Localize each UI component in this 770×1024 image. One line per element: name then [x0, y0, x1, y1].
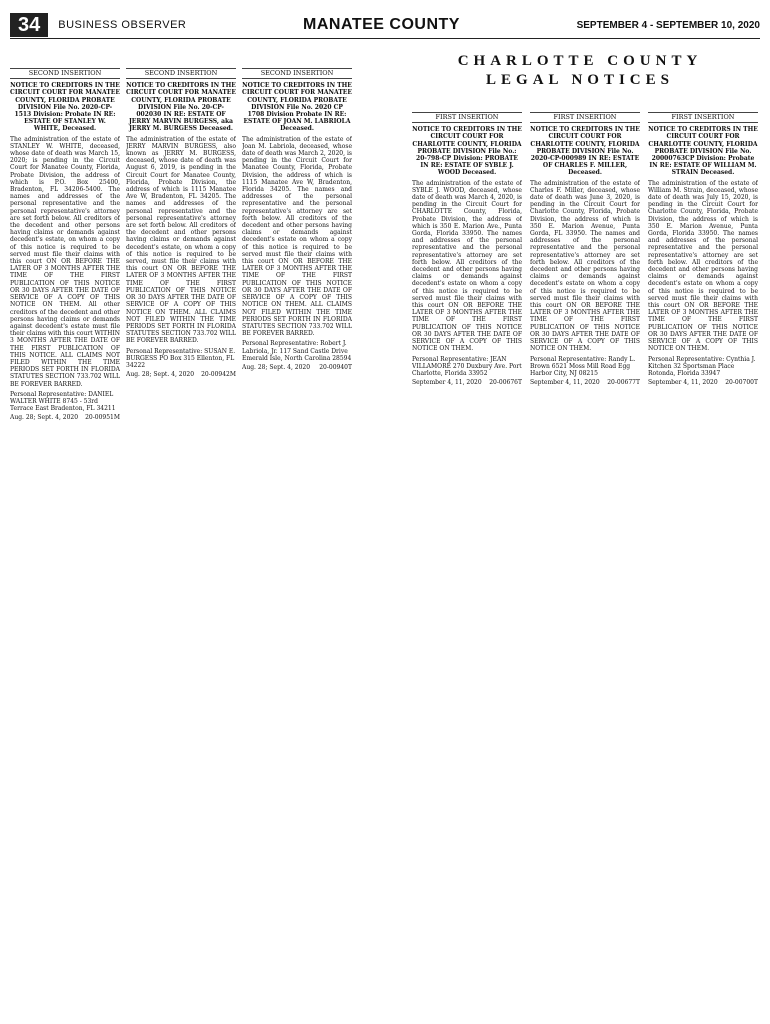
notice-line-id — [10, 414, 120, 421]
notice-line-id — [648, 379, 758, 386]
legal-notice — [10, 68, 120, 563]
insertion-label: SECOND INSERTION — [126, 68, 236, 79]
reference-code: 20-00951M — [85, 414, 120, 422]
notice-line-id — [242, 364, 352, 371]
notice-caption: NOTICE TO CREDITORS IN THE CIRCUIT COURT FOR CHARLOTTE COUNTY, FLORIDA PROBATE DIVISION File No.: 20-798-CP Division: PROBATE IN RE: ESTATE OF SYBLE J. WOOD Deceased. — [412, 126, 522, 177]
county-title: MANATEE COUNTY — [303, 16, 460, 33]
notice-body: The administration of the estate of STANLEY W. WHITE, deceased, whose date of death was March 15, 2020; is pending in the Circuit Court for Manatee County, Florida, Probate Division, the address of which is P.O. Box 25400, Bradenton, FL 34206-5400. The names and addresses of the personal representative and the personal representative's attorney are set forth below. All creditors of the decedent and other persons having claims or demands against decedent's estate, on whom a copy of this notice is required to be served must file their claims with this court ON OR BEFORE THE LATER OF 3 MONTHS AFTER THE TIME OF THE FIRST PUBLICATION OF THIS NOTICE OR 30 DAYS AFTER THE DATE OF SERVICE OF A COPY OF THIS NOTICE ON THEM. All other creditors of the decedent and other persons having claims or demands against decedent's estate must file their claims with this court WITHIN 3 MONTHS AFTER THE DATE OF THE FIRST PUBLICATION OF THIS NOTICE. ALL CLAIMS NOT FILED WITHIN THE TIME PERIODS SET FORTH IN FLORIDA STATUTES SECTION 733.702 WILL BE FOREVER BARRED. — [10, 135, 120, 388]
insertion-label: FIRST INSERTION — [412, 112, 522, 123]
notice-body: The administration of the estate of Charles F. Miller, deceased, whose date of death was June 3, 2020, is pending in the Circuit Court for Charlotte County, Florida, Probate Division, the address of which is 350 E. Marion Avenue, Punta Gorda, FL 33950. The names and addresses of the personal representative and the personal representative's attorney are set forth below. All creditors of the decedent and other persons having claims or demands against decedent's estate on whom a copy of this notice is required to be served must file their claims with this court ON OR BEFORE THE LATER OF 3 MONTHS AFTER THE TIME OF THE FIRST PUBLICATION OF THIS NOTICE OR 30 DAYS AFTER THE DATE OF SERVICE OF A COPY OF THIS NOTICE ON THEM. — [530, 179, 640, 353]
notice-caption: NOTICE TO CREDITORS IN THE CIRCUIT COURT FOR CHARLOTTE COUNTY, FLORIDA PROBATE DIVISION File No. 20000763CP Division: Probate IN RE: ESTATE OF WILLIAM M. STRAIN Deceased. — [648, 126, 758, 177]
notice-body: The administration of the estate of Joan M. Labriola, deceased, whose date of death was March 2, 2020, is pending in the Circuit Court for Manatee County, Florida, Probate Division, the address of which is 1115 Manatee Ave W, Bradenton, Florida 34205. The names and addresses of the personal representative and the personal representative's attorney are set forth below. All creditors of the decedent and other persons having claims or demands against decedent's estate on whom a copy of this notice is required to be served must file their claims with this court ON OR BEFORE THE LATER OF 3 MONTHS AFTER THE TIME OF THE FIRST PUBLICATION OF THIS NOTICE OR 30 DAYS AFTER THE DATE OF SERVICE OF A COPY OF THIS NOTICE ON THEM. ALL CLAIMS NOT FILED WITHIN THE TIME PERIODS SET FORTH IN FLORIDA STATUTES SECTION 733.702 WILL BE FOREVER BARRED. — [242, 135, 352, 338]
notice-line-id — [412, 379, 522, 386]
notice-line-id — [530, 379, 640, 386]
page-number: 34 — [10, 13, 48, 37]
legal-notice — [242, 68, 352, 563]
legal-notice — [530, 112, 640, 563]
publication-dates: Aug. 28; Sept. 4, 2020 — [242, 363, 311, 371]
notice-footer: Personal Representative: Robert J. Labriola, Jr. 117 Sand Castle Drive Emerald Isle, North Carolina 28594 — [242, 340, 352, 362]
insertion-label: SECOND INSERTION — [10, 68, 120, 79]
publication-dates: September 4, 11, 2020 — [412, 379, 482, 387]
reference-code: 20-00676T — [489, 379, 522, 387]
section-title — [400, 52, 760, 90]
notice-caption: NOTICE TO CREDITORS IN THE CIRCUIT COURT FOR MANATEE COUNTY, FLORIDA PROBATE DIVISION File No. 2020 CP 1708 Division Probate IN RE: ESTATE OF JOAN M. LABRIOLA Deceased. — [242, 82, 352, 133]
notice-footer: Personal Representative: DANIEL WALTER WHITE 8745 - 53rd Terrace East Bradenton, FL 34211 — [10, 390, 116, 413]
notice-footer: Personal Representative: Randy L. Brown 6521 Moss Mill Road Egg Harbor City, NJ 08215 — [530, 355, 636, 377]
notice-caption: NOTICE TO CREDITORS IN THE CIRCUIT COURT FOR MANATEE COUNTY, FLORIDA PROBATE DIVISION File No. 2020-CP-1513 Division: Probate IN RE: ESTATE OF STANLEY W. WHITE, Deceased. — [10, 82, 120, 133]
publication-dates: September 4, 11, 2020 — [648, 379, 718, 387]
notice-body: The administration of the estate of SYBLE J. WOOD, deceased, whose date of death was March 4, 2020, is pending in the Circuit Court for CHARLOTTE County, Florida, Probate Division, the address of which is 350 E. Marion Ave., Punta Gorda, Florida 33950. The names and addresses of the personal representative and the personal representative's attorney are set forth below. All creditors of the decedent and other persons having claims or demands against decedent's estate on whom a copy of this notice is required to be served must file their claims with this court ON OR BEFORE THE LATER OF 3 MONTHS AFTER THE TIME OF THE FIRST PUBLICATION OF THIS NOTICE OR 30 DAYS AFTER THE DATE OF SERVICE OF A COPY OF THIS NOTICE ON THEM. — [412, 179, 522, 353]
section-title-line2: LEGAL NOTICES — [486, 72, 674, 88]
reference-code: 20-00940T — [319, 363, 352, 371]
legal-notice — [126, 68, 236, 563]
publication-name: BUSINESS OBSERVER — [58, 19, 187, 31]
issue-dates: SEPTEMBER 4 - SEPTEMBER 10, 2020 — [576, 19, 760, 31]
notice-caption: NOTICE TO CREDITORS IN THE CIRCUIT COURT FOR CHARLOTTE COUNTY, FLORIDA PROBATE DIVISION File No. 2020-CP-000989 IN RE: ESTATE OF CHARLES F. MILLER, Deceased. — [530, 126, 640, 177]
page-header — [10, 12, 760, 39]
insertion-label: FIRST INSERTION — [648, 112, 758, 123]
notice-footer: Personal Representative: Cynthia J. Kitchen 32 Sportsman Place Rotonda, Florida 33947 — [648, 355, 756, 377]
notice-caption: NOTICE TO CREDITORS IN THE CIRCUIT COURT FOR MANATEE COUNTY, FLORIDA PROBATE DIVISION File No. 20-CP-002030 IN RE: ESTATE OF JERRY MARVIN BURGESS, aka JERRY M. BURGESS Deceased. — [126, 82, 236, 133]
reference-code: 20-00942M — [201, 371, 236, 379]
notice-footer: Personal Representative: JEAN VILLAMORE 270 Duxbury Ave. Port Charlotte, Florida 33952 — [412, 355, 522, 377]
notice-body: The administration of the estate of William M. Strain, deceased, whose date of death was July 15, 2020, is pending in the Circuit Court for Charlotte County, Florida, Probate Division, the address of which is 350 E. Marion Avenue, Punta Gorda, Florida 33950. The names and addresses of the personal representative and the personal representative's attorney are set forth below. All creditors of the decedent and other persons having claims or demands against decedent's estate on whom a copy of this notice is required to be served must file their claims with this court ON OR BEFORE THE LATER OF 3 MONTHS AFTER THE TIME OF THE FIRST PUBLICATION OF THIS NOTICE OR 30 DAYS AFTER THE DATE OF SERVICE OF A COPY OF THIS NOTICE ON THEM. — [648, 179, 758, 353]
legal-notice — [648, 112, 758, 563]
publication-dates: Aug. 28; Sept. 4, 2020 — [126, 371, 195, 379]
legal-notice — [412, 112, 522, 563]
reference-code: 20-00677T — [607, 379, 640, 387]
publication-dates: September 4, 11, 2020 — [530, 379, 600, 387]
notice-footer: Personal Representative: SUSAN E. BURGESS PO Box 315 Ellenton, FL 34222 — [126, 347, 236, 369]
notice-body: The administration of the estate of JERRY MARVIN BURGESS, also known as JERRY M. BURGESS, deceased, whose date of death was August 6, 2019, is pending in the Circuit Court for Manatee County, Florida, Probate Division, the address of which is 1115 Manatee Ave W, Bradenton, FL 34205. The names and addresses of the personal representative and the personal representative's attorney are set forth below. All creditors of the decedent and other persons having claims or demands against decedent's estate, on whom a copy of this notice is required to be served, must file their claims with this court ON OR BEFORE THE LATER OF 3 MONTHS AFTER THE TIME OF THE FIRST PUBLICATION OF THIS NOTICE OR 30 DAYS AFTER THE DATE OF SERVICE OF A COPY OF THIS NOTICE ON THEM. ALL CLAIMS NOT FILED WITHIN THE TIME PERIODS SET FORTH IN FLORIDA STATUTES SECTION 733.702 WILL BE FOREVER BARRED. — [126, 135, 236, 345]
reference-code: 20-00700T — [725, 379, 758, 387]
insertion-label: FIRST INSERTION — [530, 112, 640, 123]
insertion-label: SECOND INSERTION — [242, 68, 352, 79]
notice-line-id — [126, 371, 236, 378]
publication-dates: Aug. 28; Sept. 4, 2020 — [10, 414, 79, 422]
section-title-line1: CHARLOTTE COUNTY — [457, 53, 703, 69]
